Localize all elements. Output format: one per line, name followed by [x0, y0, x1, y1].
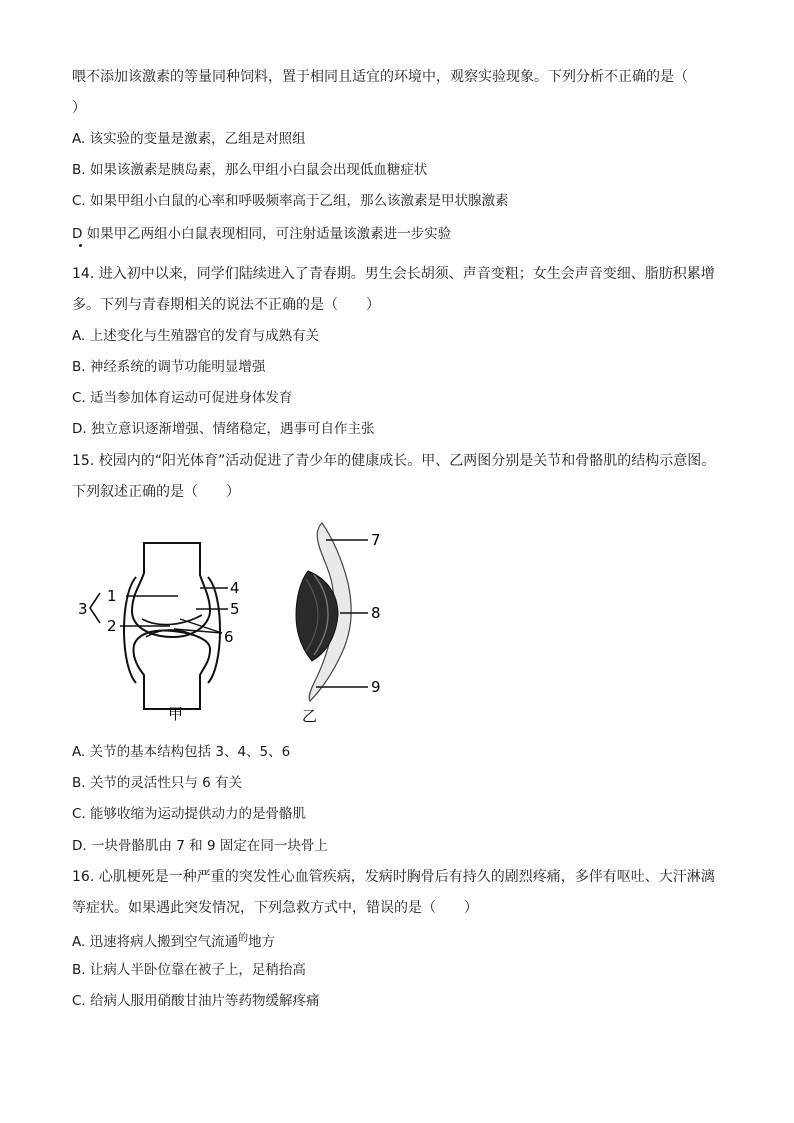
option-dot-mark	[79, 244, 82, 247]
joint-label-3: 3	[78, 600, 88, 618]
joint-caption: 甲	[168, 705, 184, 723]
muscle-label-9: 9	[371, 678, 381, 696]
muscle-caption: 乙	[302, 707, 318, 725]
q16-option-a-tail: 地方	[248, 934, 276, 950]
q15-option-d: D. 一块骨骼肌由 7 和 9 固定在同一块骨上	[72, 838, 328, 854]
q14-option-b: B. 神经系统的调节功能明显增强	[72, 359, 266, 375]
q14-option-c: C. 适当参加体育运动可促进身体发育	[72, 390, 293, 406]
q15-stem-line1: 15. 校园内的“阳光体育”活动促进了青少年的健康成长。甲、乙两图分别是关节和骨骼肌的结构示意图。	[72, 453, 716, 469]
q15-stem-line2: 下列叙述正确的是（ ）	[72, 484, 240, 500]
joint-muscle-figure	[70, 515, 410, 730]
muscle-diagram	[296, 523, 351, 701]
q16-option-a-sup: 的	[238, 933, 249, 944]
q14-stem-line2: 多。下列与青春期相关的说法不正确的是（ ）	[72, 297, 380, 313]
q15-option-c: C. 能够收缩为运动提供动力的是骨骼肌	[72, 806, 307, 822]
q13-stem-close: ）	[72, 100, 86, 116]
q15-option-b: B. 关节的灵活性只与 6 有关	[72, 775, 243, 791]
q16-option-b: B. 让病人半卧位靠在被子上，足稍抬高	[72, 962, 306, 978]
q16-option-c: C. 给病人服用硝酸甘油片等药物缓解疼痛	[72, 993, 320, 1009]
q13-option-a: A. 该实验的变量是激素，乙组是对照组	[72, 131, 306, 147]
q13-option-b: B. 如果该激素是胰岛素，那么甲组小白鼠会出现低血糖症状	[72, 162, 428, 178]
q16-option-a-text: A. 迅速将病人搬到空气流通	[72, 934, 239, 950]
q14-option-d: D. 独立意识逐渐增强、情绪稳定，遇事可自作主张	[72, 421, 375, 437]
q16-stem-line2: 等症状。如果遇此突发情况，下列急救方式中，错误的是（ ）	[72, 900, 478, 916]
q16-stem-line1: 16. 心肌梗死是一种严重的突发性心血管疾病，发病时胸骨后有持久的剧烈疼痛，多伴有呕吐、大汗淋漓	[72, 869, 715, 885]
q13-stem-continued: 喂不添加该激素的等量同种饲料，置于相同且适宜的环境中，观察实验现象。下列分析不正确的是（	[72, 69, 688, 85]
joint-label-5: 5	[230, 600, 240, 618]
q14-stem-line1: 14. 进入初中以来，同学们陆续进入了青春期。男生会长胡须、声音变粗；女生会声音变细、脂肪积累增	[72, 266, 715, 282]
joint-label-2: 2	[107, 617, 117, 635]
q16-option-a	[72, 932, 275, 954]
q13-option-d: D 如果甲乙两组小白鼠表现相同，可注射适量该激素进一步实验	[72, 226, 452, 242]
muscle-label-8: 8	[371, 604, 381, 622]
joint-label-4: 4	[230, 579, 240, 597]
q14-option-a: A. 上述变化与生殖器官的发育与成熟有关	[72, 328, 320, 344]
q15-option-a: A. 关节的基本结构包括 3、4、5、6	[72, 744, 291, 760]
q13-option-c: C. 如果甲组小白鼠的心率和呼吸频率高于乙组，那么该激素是甲状腺激素	[72, 193, 509, 209]
joint-label-1: 1	[107, 587, 117, 605]
joint-label-6: 6	[224, 628, 234, 646]
muscle-label-7: 7	[371, 531, 381, 549]
